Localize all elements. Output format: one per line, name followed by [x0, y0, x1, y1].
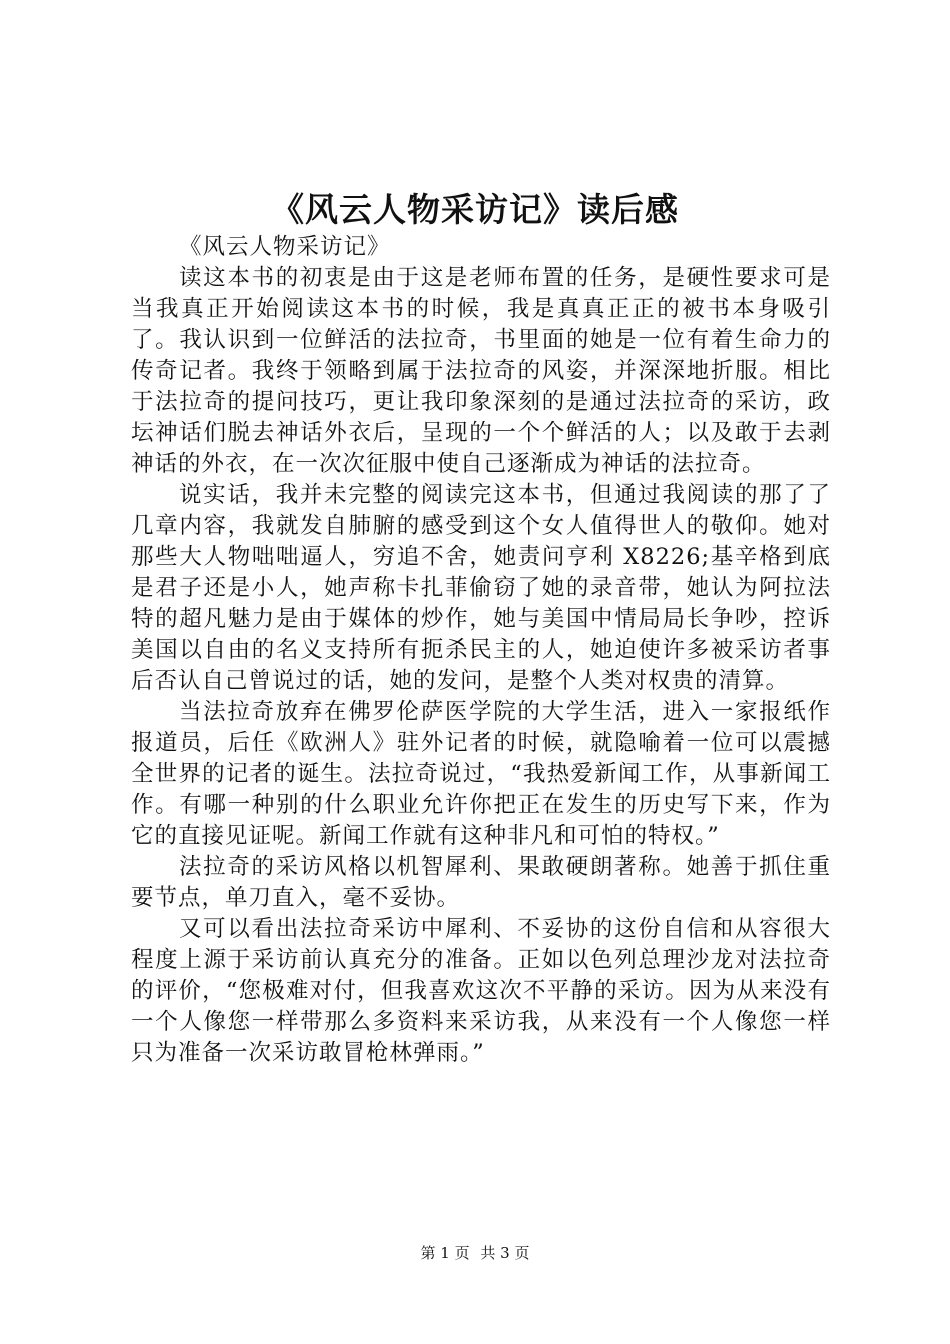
- document-title: 《风云人物采访记》读后感: [271, 190, 679, 229]
- subtitle-paragraph: 《风云人物采访记》: [179, 234, 391, 260]
- page-total: 共 3 页: [480, 1244, 530, 1262]
- page-number: 第 1 页: [420, 1244, 470, 1262]
- document-body: [131, 232, 831, 1069]
- body-paragraph: 当法拉奇放弃在佛罗伦萨医学院的大学生活，进入一家报纸作报道员，后任《欧洲人》驻外记者的时候，就隐喻着一位可以震撼全世界的记者的诞生。法拉奇说过，“我热爱新闻工作，从事新闻工作。有哪一种别的什么职业允许你把正在发生的历史写下来，作为它的直接见证呢。新闻工作就有这种非凡和可怕的特权。”: [131, 699, 831, 849]
- body-paragraph: 读这本书的初衷是由于这是老师布置的任务，是硬性要求可是当我真正开始阅读这本书的时候，我是真真正正的被书本身吸引了。我认识到一位鲜活的法拉奇，书里面的她是一位有着生命力的传奇记者。我终于领略到属于法拉奇的风姿，并深深地折服。相比于法拉奇的提问技巧，更让我印象深刻的是通过法拉奇的采访，政坛神话们脱去神话外衣后，呈现的一个个鲜活的人；以及敢于去剥神话的外衣，在一次次征服中使自己逐渐成为神话的法拉奇。: [131, 265, 831, 477]
- body-paragraph: 法拉奇的采访风格以机智犀利、果敢硬朗著称。她善于抓住重要节点，单刀直入，毫不妥协。: [131, 854, 831, 911]
- body-paragraph: 又可以看出法拉奇采访中犀利、不妥协的这份自信和从容很大程度上源于采访前认真充分的准备。正如以色列总理沙龙对法拉奇的评价，“您极难对付，但我喜欢这次不平静的采访。因为从来没有一个人像您一样带那么多资料来采访我，从来没有一个人像您一样只为准备一次采访敢冒枪林弹雨。”: [131, 916, 831, 1066]
- body-paragraph: 说实话，我并未完整的阅读完这本书，但通过我阅读的那了了几章内容，我就发自肺腑的感受到这个女人值得世人的敬仰。她对那些大人物咄咄逼人，穷追不舍，她责问亨利 X8226;基辛格到底是君子还是小人，她声称卡扎菲偷窃了她的录音带，她认为阿拉法特的超凡魅力是由于媒体的炒作，她与美国中情局局长争吵，控诉美国以自由的名义支持所有扼杀民主的人，她迫使许多被采访者事后否认自己曾说过的话，她的发问，是整个人类对权贵的清算。: [131, 482, 831, 694]
- page-footer: [0, 1243, 950, 1263]
